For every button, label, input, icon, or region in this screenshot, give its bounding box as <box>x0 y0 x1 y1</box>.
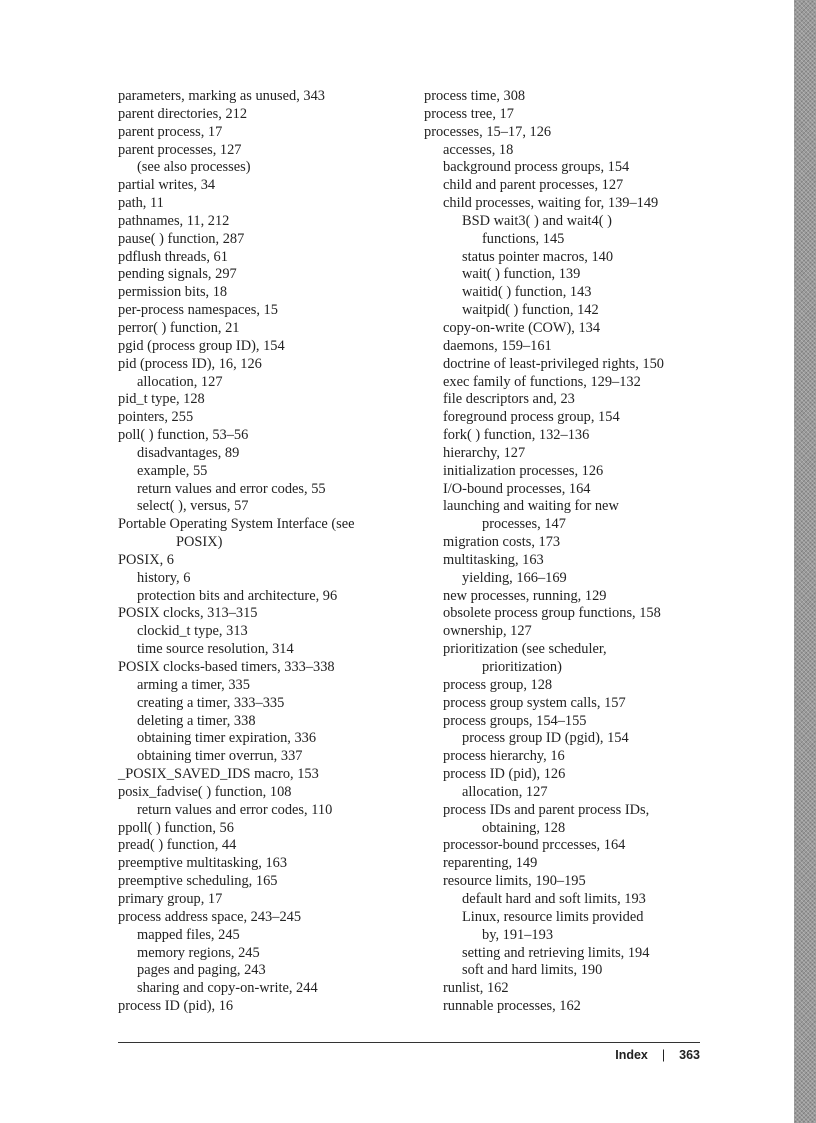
index-entry: process group system calls, 157 <box>443 694 626 711</box>
index-entry: select( ), versus, 57 <box>137 498 249 515</box>
index-entry: obtaining timer expiration, 336 <box>137 730 317 747</box>
index-entry: permission bits, 18 <box>118 284 228 301</box>
index-column-left <box>118 88 408 1016</box>
index-entry: prioritization) <box>482 659 562 675</box>
footer-separator: | <box>661 1048 666 1062</box>
index-entry: waitid( ) function, 143 <box>462 284 592 301</box>
page-edge-strip <box>794 0 816 1123</box>
index-entry: status pointer macros, 140 <box>462 248 614 265</box>
index-entry: file descriptors and, 23 <box>443 391 575 408</box>
index-entry: new processes, running, 129 <box>443 587 607 604</box>
index-entry: foreground process group, 154 <box>443 409 620 426</box>
index-entry: prioritization (see scheduler, <box>443 641 607 658</box>
index-entry: parent processes, 127 <box>118 141 242 158</box>
index-column-right <box>424 88 724 1016</box>
index-entry: poll( ) function, 53–56 <box>118 427 249 444</box>
index-entry: process tree, 17 <box>424 105 514 122</box>
index-entry: POSIX, 6 <box>118 551 174 568</box>
index-entry: runnable processes, 162 <box>443 998 581 1015</box>
footer-rule <box>118 1042 700 1043</box>
index-entry: process group, 128 <box>443 676 553 693</box>
index-entry: obtaining, 128 <box>482 819 566 836</box>
index-entry: runlist, 162 <box>443 980 509 997</box>
index-entry: protection bits and architecture, 96 <box>137 587 338 604</box>
index-entry: reparenting, 149 <box>443 855 538 872</box>
index-entry: pgid (process group ID), 154 <box>118 337 285 354</box>
index-entry: exec family of functions, 129–132 <box>443 373 641 390</box>
index-entry: daemons, 159–161 <box>443 337 552 354</box>
index-entry: copy-on-write (COW), 134 <box>443 319 601 336</box>
index-entry: pathnames, 11, 212 <box>118 212 230 229</box>
index-entry: processor-bound prccesses, 164 <box>443 837 626 854</box>
index-entry: history, 6 <box>137 569 191 586</box>
index-entry: return values and error codes, 55 <box>137 480 326 497</box>
page-footer <box>615 1048 700 1062</box>
index-entry: multitasking, 163 <box>443 551 544 568</box>
index-entry: background process groups, 154 <box>443 159 630 176</box>
index-entry: parent directories, 212 <box>118 105 248 122</box>
index-entry: default hard and soft limits, 193 <box>462 890 646 907</box>
index-entry: doctrine of least-privileged rights, 150 <box>443 355 664 372</box>
index-entry: migration costs, 173 <box>443 534 561 551</box>
index-entry: by, 191–193 <box>482 926 554 943</box>
index-entry: Linux, resource limits provided <box>462 908 644 925</box>
index-entry: per-process namespaces, 15 <box>118 302 278 319</box>
index-entry: (see also processes) <box>137 159 251 176</box>
index-entry: soft and hard limits, 190 <box>462 962 603 979</box>
index-entry: obsolete process group functions, 158 <box>443 605 661 622</box>
footer-label: Index <box>615 1048 648 1062</box>
index-entry: partial writes, 34 <box>118 177 216 194</box>
index-entry: setting and retrieving limits, 194 <box>462 944 650 961</box>
index-entry: hierarchy, 127 <box>443 444 526 461</box>
index-entry: functions, 145 <box>482 230 565 247</box>
index-entry: pages and paging, 243 <box>137 962 266 979</box>
index-entry: child and parent processes, 127 <box>443 177 624 194</box>
index-entry: pointers, 255 <box>118 409 194 426</box>
index-entry: POSIX clocks-based timers, 333–338 <box>118 659 335 675</box>
index-entry: process IDs and parent process IDs, <box>443 801 650 818</box>
index-entry: mapped files, 245 <box>137 926 240 943</box>
index-entry: perror( ) function, 21 <box>118 319 240 336</box>
index-entry: process ID (pid), 16 <box>118 998 234 1015</box>
index-entry: arming a timer, 335 <box>137 676 250 693</box>
index-entry: initialization processes, 126 <box>443 462 604 479</box>
index-entry: clockid_t type, 313 <box>137 623 248 640</box>
index-entry: path, 11 <box>118 195 164 212</box>
index-entry: POSIX) <box>176 534 223 551</box>
index-entry: POSIX clocks, 313–315 <box>118 605 258 622</box>
index-entry: pid (process ID), 16, 126 <box>118 355 262 372</box>
index-entry: child processes, waiting for, 139–149 <box>443 195 659 212</box>
index-entry: obtaining timer overrun, 337 <box>137 748 303 765</box>
index-entry: allocation, 127 <box>137 373 223 390</box>
index-entry: return values and error codes, 110 <box>137 801 333 818</box>
index-entry: pause( ) function, 287 <box>118 230 245 247</box>
index-entry: preemptive multitasking, 163 <box>118 855 288 872</box>
index-entry: yielding, 166–169 <box>462 569 567 586</box>
index-entry: allocation, 127 <box>462 783 548 800</box>
index-entry: accesses, 18 <box>443 141 514 158</box>
index-entry: resource limits, 190–195 <box>443 873 586 890</box>
index-entry: process ID (pid), 126 <box>443 766 566 783</box>
index-entry: process hierarchy, 16 <box>443 748 565 765</box>
index-entry: processes, 147 <box>482 516 566 533</box>
index-entry: pdflush threads, 61 <box>118 248 228 265</box>
index-entry: processes, 15–17, 126 <box>424 123 552 140</box>
index-entry: process time, 308 <box>424 88 526 104</box>
index-entry: primary group, 17 <box>118 890 223 907</box>
index-entry: creating a timer, 333–335 <box>137 694 285 711</box>
index-entry: pread( ) function, 44 <box>118 837 237 854</box>
index-entry: memory regions, 245 <box>137 944 260 961</box>
index-entry: preemptive scheduling, 165 <box>118 873 278 890</box>
index-entry: deleting a timer, 338 <box>137 712 256 729</box>
index-entry: process address space, 243–245 <box>118 908 302 925</box>
index-entry: parameters, marking as unused, 343 <box>118 88 326 104</box>
index-entry: time source resolution, 314 <box>137 641 294 658</box>
index-entry: sharing and copy-on-write, 244 <box>137 980 318 997</box>
index-entry: posix_fadvise( ) function, 108 <box>118 783 292 800</box>
index-entry: _POSIX_SAVED_IDS macro, 153 <box>118 766 319 783</box>
index-entry: process group ID (pgid), 154 <box>462 730 629 747</box>
index-entry: ppoll( ) function, 56 <box>118 819 234 836</box>
index-entry: waitpid( ) function, 142 <box>462 302 599 319</box>
index-entry: ownership, 127 <box>443 623 532 640</box>
index-entry: disadvantages, 89 <box>137 444 240 461</box>
index-entry: launching and waiting for new <box>443 498 619 515</box>
index-entry: I/O-bound processes, 164 <box>443 480 591 497</box>
index-entry: Portable Operating System Interface (see <box>118 516 355 533</box>
index-entry: example, 55 <box>137 462 208 479</box>
index-entry: pending signals, 297 <box>118 266 237 283</box>
index-entry: BSD wait3( ) and wait4( ) <box>462 212 612 229</box>
index-entry: fork( ) function, 132–136 <box>443 427 590 444</box>
index-entry: pid_t type, 128 <box>118 391 205 408</box>
index-entry: parent process, 17 <box>118 123 223 140</box>
page-number: 363 <box>679 1048 700 1062</box>
index-entry: wait( ) function, 139 <box>462 266 581 283</box>
index-entry: process groups, 154–155 <box>443 712 587 729</box>
